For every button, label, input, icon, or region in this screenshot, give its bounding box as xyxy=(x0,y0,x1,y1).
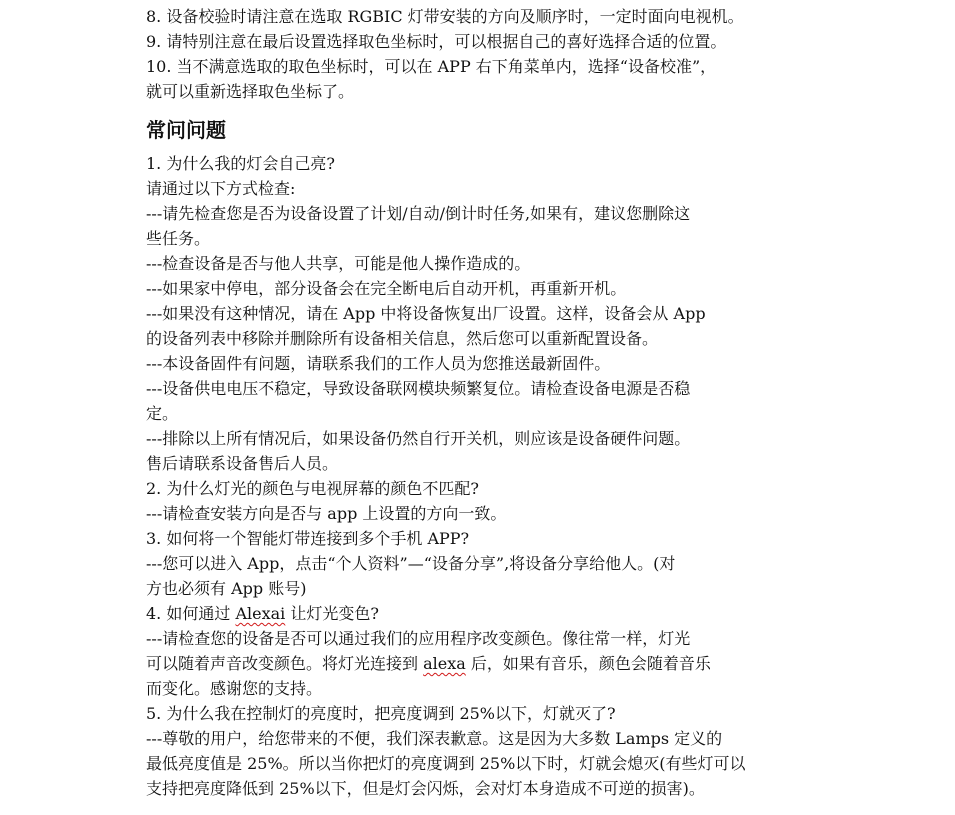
text-line: ---如果没有这种情况，请在 App 中将设备恢复出厂设置。这样，设备会从 App xyxy=(146,304,706,323)
spellcheck-word: alexa xyxy=(423,654,466,673)
faq-question-4 xyxy=(146,601,826,626)
text-line: 些任务。 xyxy=(146,229,211,248)
text-line: ---如果家中停电，部分设备会在完全断电后自动开机，再重新开机。 xyxy=(146,279,627,298)
text-line: 10. 当不满意选取的取色坐标时，可以在 APP 右下角菜单内，选择“设备校准”， xyxy=(146,57,717,76)
intro-section xyxy=(146,4,826,104)
text-segment: 让灯光变色? xyxy=(285,604,379,623)
text-line: 3. 如何将一个智能灯带连接到多个手机 APP? xyxy=(146,529,470,548)
text-line: 方也必须有 App 账号) xyxy=(146,579,307,598)
text-line: ---请检查您的设备是否可以通过我们的应用程序改变颜色。像往常一样，灯光 xyxy=(146,629,691,648)
faq-answer-4-line xyxy=(146,651,826,676)
text-line: ---请检查安装方向是否与 app 上设置的方向一致。 xyxy=(146,504,507,523)
text-line: ---设备供电电压不稳定，导致设备联网模块频繁复位。请检查设备电源是否稳 xyxy=(146,379,691,398)
text-line: ---检查设备是否与他人共享，可能是他人操作造成的。 xyxy=(146,254,531,273)
text-segment: 后，如果有音乐，颜色会随着音乐 xyxy=(465,654,711,673)
text-line: 的设备列表中移除并删除所有设备相关信息，然后您可以重新配置设备。 xyxy=(146,329,659,348)
faq-section xyxy=(146,151,826,801)
text-line: 请通过以下方式检查: xyxy=(146,179,296,198)
text-line: 1. 为什么我的灯会自己亮? xyxy=(146,154,335,173)
text-line: 8. 设备校验时请注意在选取 RGBIC 灯带安装的方向及顺序时，一定时面向电视机。 xyxy=(146,7,744,26)
text-line: 最低亮度值是 25%。所以当你把灯的亮度调到 25%以下时，灯就会熄灭(有些灯可以 xyxy=(146,754,746,773)
text-line: 支持把亮度降低到 25%以下，但是灯会闪烁，会对灯本身造成不可逆的损害)。 xyxy=(146,779,705,798)
text-line: 而变化。感谢您的支持。 xyxy=(146,679,323,698)
text-line: 售后请联系设备售后人员。 xyxy=(146,454,339,473)
text-line: ---请先检查您是否为设备设置了计划/自动/倒计时任务,如果有，建议您删除这 xyxy=(146,204,691,223)
text-line: 定。 xyxy=(146,404,179,423)
text-segment: 可以随着声音改变颜色。将灯光连接到 xyxy=(146,654,424,673)
text-line: ---本设备固件有问题，请联系我们的工作人员为您推送最新固件。 xyxy=(146,354,611,373)
text-line: 9. 请特别注意在最后设置选择取色坐标时，可以根据自己的喜好选择合适的位置。 xyxy=(146,32,727,51)
text-line: 5. 为什么我在控制灯的亮度时，把亮度调到 25%以下，灯就灭了? xyxy=(146,704,616,723)
text-line: ---您可以进入 App，点击“个人资料”—“设备分享”,将设备分享给他人。(对 xyxy=(146,554,676,573)
text-segment: 4. 如何通过 xyxy=(146,604,236,623)
spellcheck-word: Alexai xyxy=(235,604,286,623)
faq-heading: 常问问题 xyxy=(146,118,226,142)
text-line: ---排除以上所有情况后，如果设备仍然自行开关机，则应该是设备硬件问题。 xyxy=(146,429,691,448)
text-line: 2. 为什么灯光的颜色与电视屏幕的颜色不匹配? xyxy=(146,479,479,498)
text-line: 就可以重新选择取色坐标了。 xyxy=(146,82,355,101)
document-page xyxy=(146,4,826,801)
text-line: ---尊敬的用户，给您带来的不便，我们深表歉意。这是因为大多数 Lamps 定义的 xyxy=(146,729,723,748)
